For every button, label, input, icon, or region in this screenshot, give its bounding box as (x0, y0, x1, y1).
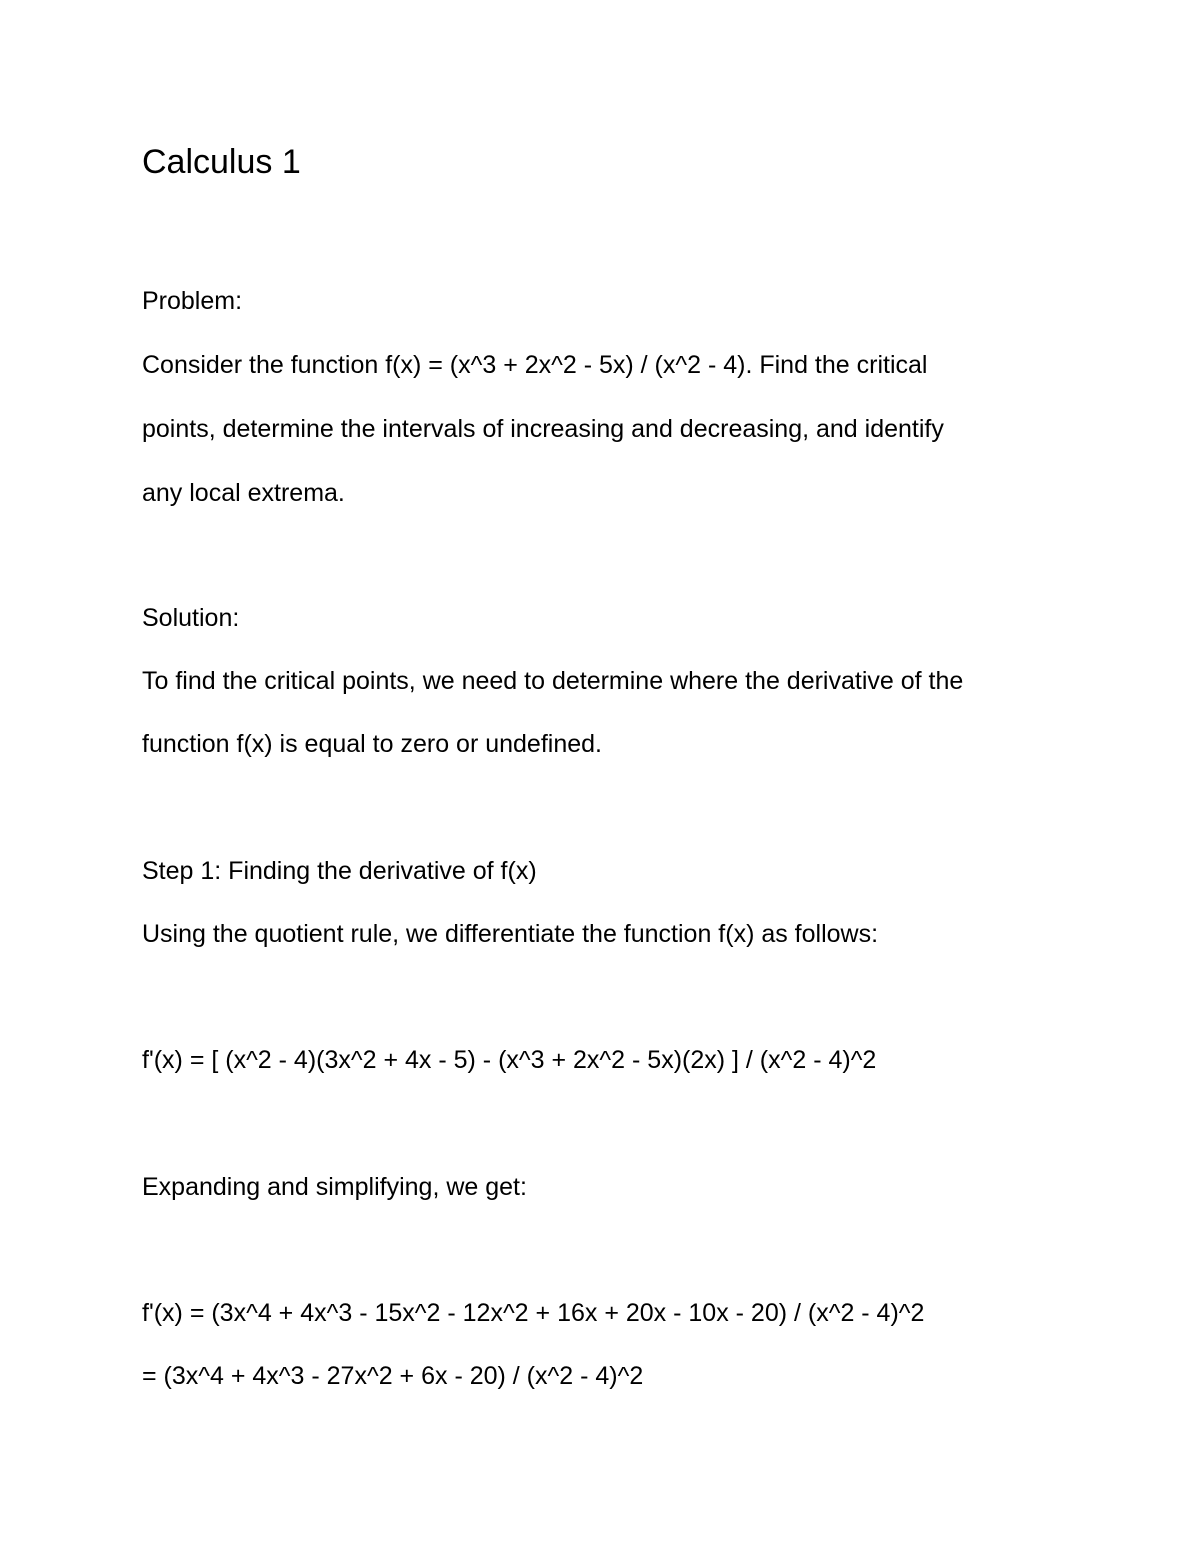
expanded-formula: f'(x) = (3x^4 + 4x^3 - 15x^2 - 12x^2 + 16x + 20x - 10x - 20) / (x^2 - 4)^2 (142, 1299, 925, 1327)
simplified-formula: = (3x^4 + 4x^3 - 27x^2 + 6x - 20) / (x^2 - 4)^2 (142, 1362, 644, 1390)
derivative-formula: f'(x) = [ (x^2 - 4)(3x^2 + 4x - 5) - (x^3 + 2x^2 - 5x)(2x) ] / (x^2 - 4)^2 (142, 1046, 877, 1074)
solution-line-1: To find the critical points, we need to determine where the derivative of the (142, 667, 964, 695)
solution-line-2: function f(x) is equal to zero or undefined. (142, 730, 602, 758)
problem-label: Problem: (142, 287, 243, 315)
document-title: Calculus 1 (142, 143, 301, 181)
step1-intro: Using the quotient rule, we differentiate the function f(x) as follows: (142, 920, 879, 948)
step1-heading: Step 1: Finding the derivative of f(x) (142, 857, 537, 885)
solution-label: Solution: (142, 604, 240, 632)
problem-line-3: any local extrema. (142, 479, 345, 507)
problem-line-1: Consider the function f(x) = (x^3 + 2x^2 - 5x) / (x^2 - 4). Find the critical (142, 351, 928, 379)
problem-line-2: points, determine the intervals of increasing and decreasing, and identify (142, 415, 944, 443)
expanding-text: Expanding and simplifying, we get: (142, 1173, 527, 1201)
